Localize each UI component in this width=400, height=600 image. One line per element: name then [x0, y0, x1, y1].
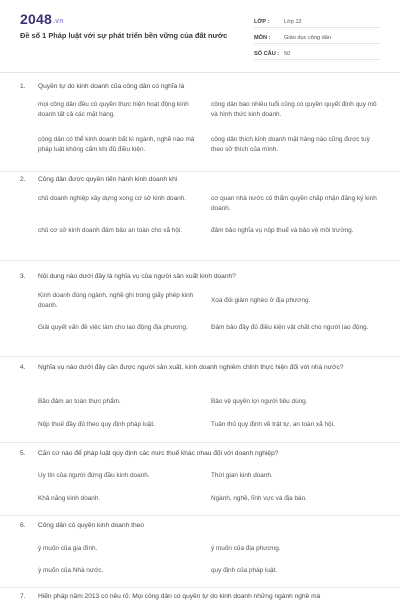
meta-class: [254, 13, 380, 28]
option-a[interactable]: Uy tín của người đứng đầu kinh doanh.: [38, 472, 150, 479]
exam-title: Đề số 1 Pháp luật với sự phát triển bền vững của đất nước: [20, 31, 228, 40]
meta-count-label: SỐ CÂU :: [254, 51, 280, 57]
option-a[interactable]: Bảo đảm an toàn thực phẩm.: [38, 398, 121, 405]
option-d[interactable]: Ngành, nghề, lĩnh vực và địa bàn.: [211, 495, 307, 502]
option-c[interactable]: Nộp thuế đầy đủ theo quy định pháp luật.: [38, 421, 155, 428]
site-logo[interactable]: [20, 11, 64, 27]
question-stem: [20, 82, 390, 92]
option-c[interactable]: công dân có thể kinh doanh bất kì ngành, nghề nào mà pháp luật không cấm khi đủ điều kiện.: [38, 136, 195, 153]
question-divider: [0, 442, 400, 443]
meta-subject-label: MÔN :: [254, 35, 271, 41]
option-a[interactable]: mọi công dân đều có quyền thực hiện hoạt động kinh doanh tất cả các mặt hàng.: [38, 101, 189, 118]
meta-subject-value: Giáo dục công dân: [284, 35, 331, 41]
question-text: Quyền tự do kinh doanh của công dân có nghĩa là: [38, 83, 185, 90]
question-stem: [20, 449, 390, 459]
option-b[interactable]: công dân bao nhiêu tuổi cũng có quyền quyết định quy mô và hình thức kinh doanh.: [211, 101, 377, 118]
meta-subject: [254, 29, 380, 44]
question-text: Công dân được quyền tiến hành kinh doanh khi: [38, 176, 178, 183]
question-text: Công dân có quyền kinh doanh theo: [38, 522, 144, 529]
option-d[interactable]: công dân thích kinh doanh mặt hàng nào cũng được tuỳ theo sở thích của mình.: [211, 136, 370, 153]
exam-header: [0, 0, 400, 72]
option-b[interactable]: Thời gian kinh doanh.: [211, 472, 273, 479]
option-d[interactable]: đảm bảo nghĩa vụ nộp thuế và bảo vệ môi trường.: [211, 227, 354, 234]
option-d[interactable]: quy định của pháp luật.: [211, 567, 278, 574]
question-number: 1.: [20, 83, 26, 90]
option-a[interactable]: ý muốn của gia đình.: [38, 545, 98, 552]
header-divider: [0, 72, 400, 73]
question-number: 3.: [20, 273, 26, 280]
meta-class-label: LỚP :: [254, 19, 270, 25]
question-text: Nội dung nào dưới đây là nghĩa vụ của người sản xuất kinh doanh?: [38, 273, 236, 280]
question-number: 4.: [20, 364, 26, 371]
question-text: Căn cứ nào để pháp luật quy định các mức thuế khác nhau đối với doanh nghiệp?: [38, 450, 279, 457]
option-b[interactable]: cơ quan nhà nước có thẩm quyền chấp nhận đăng ký kinh doanh.: [211, 195, 377, 212]
meta-class-value: Lớp 12: [284, 19, 302, 25]
option-d[interactable]: Đảm bảo đầy đủ điều kiện vật chất cho người lao động.: [211, 324, 369, 331]
question-stem: [20, 363, 390, 373]
question-divider: [0, 587, 400, 588]
exam-meta: [254, 13, 380, 61]
question-divider: [0, 171, 400, 172]
meta-count-value: 50: [284, 51, 291, 57]
option-a[interactable]: Kinh doanh đúng ngành, nghề ghi trong giấy phép kinh doanh.: [38, 292, 194, 309]
option-c[interactable]: Khả năng kinh doanh.: [38, 495, 101, 502]
option-c[interactable]: ý muốn của Nhà nước.: [38, 567, 104, 574]
question-text: Hiến pháp năm 2013 có nêu rõ: Mọi công dân có quyền tự do kinh doanh những ngành nghề mà: [38, 593, 321, 600]
question-stem: [20, 272, 390, 282]
option-d[interactable]: Tuân thủ quy định về trật tự, an toàn xã hội.: [211, 421, 335, 428]
option-b[interactable]: ý muốn của địa phương.: [211, 545, 281, 552]
question-number: 5.: [20, 450, 26, 457]
option-b[interactable]: Xoá đói giảm nghèo ở địa phương.: [211, 297, 311, 304]
option-b[interactable]: Bảo vệ quyền lợi người tiêu dùng.: [211, 398, 308, 405]
logo-text: 2048: [20, 11, 52, 27]
question-divider: [0, 515, 400, 516]
meta-question-count: [254, 45, 380, 60]
question-stem: [20, 592, 382, 600]
option-c[interactable]: Giải quyết vấn đề việc làm cho lao động địa phương.: [38, 324, 188, 331]
question-stem: [20, 521, 390, 531]
question-number: 6.: [20, 522, 26, 529]
question-stem: [20, 175, 390, 185]
question-number: 7.: [20, 593, 26, 600]
question-text: Nghĩa vụ nào dưới đây cần được người sản xuất, kinh doanh nghiêm chỉnh thực hiện đối với nhà nước?: [38, 364, 344, 371]
question-divider: [0, 260, 400, 261]
option-a[interactable]: chủ doanh nghiệp xây dựng xong cơ sở kinh doanh.: [38, 195, 187, 202]
question-number: 2.: [20, 176, 26, 183]
question-divider: [0, 356, 400, 357]
logo-suffix: .vn: [52, 18, 64, 25]
option-c[interactable]: chủ cơ sở kinh doanh đảm bảo an toàn cho xã hội.: [38, 227, 183, 234]
